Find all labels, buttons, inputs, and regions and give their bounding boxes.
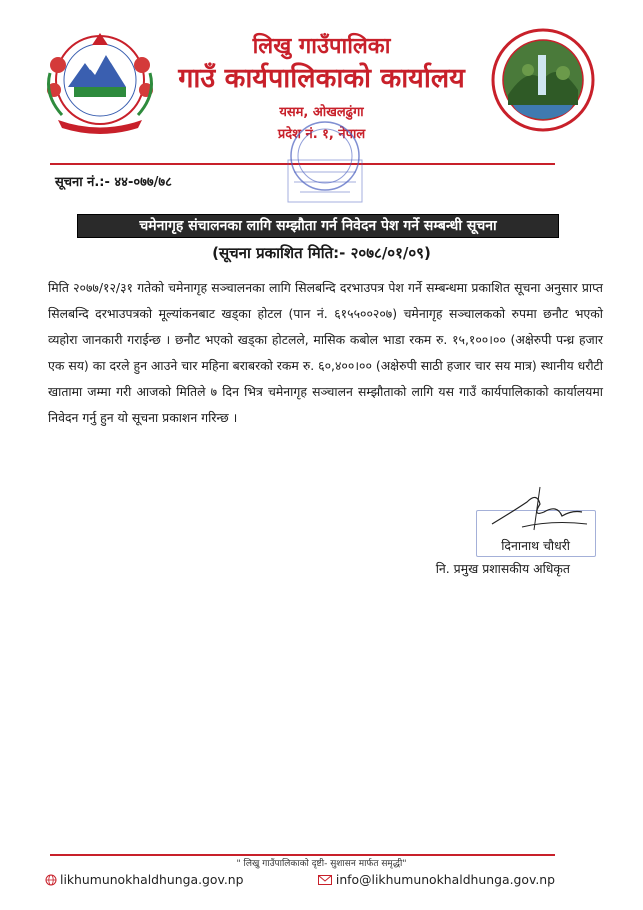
- signatory-title: नि. प्रमुख प्रशासकीय अधिकृत: [435, 561, 570, 576]
- envelope-icon: [318, 875, 332, 885]
- address-line1: यसम, ओखलढुंगा: [279, 105, 364, 120]
- reference-number: सूचना नं.:- ४४-०७७/७८: [55, 175, 172, 190]
- municipality-seal-icon: [488, 25, 598, 135]
- org-name-line1: लिखु गाउँपालिका: [252, 34, 391, 59]
- office-stamp-icon: [270, 118, 380, 213]
- org-name-line2: गाउँ कार्यपालिकाको कार्यालय: [178, 63, 465, 94]
- signatory-name: दिनानाथ चौधरी: [501, 538, 570, 553]
- notice-title: चमेनागृह संचालनका लागि सम्झौता गर्न निवेदन पेश गर्ने सम्बन्धी सूचना: [77, 214, 559, 238]
- globe-icon: [45, 874, 57, 886]
- footer-slogan: " लिखु गाउँपालिकाको दृष्टी- सुशासन मार्फत समृद्धी": [236, 859, 407, 869]
- website-text[interactable]: likhumunokhaldhunga.gov.np: [60, 872, 244, 887]
- email-text[interactable]: info@likhumunokhaldhunga.gov.np: [335, 872, 555, 887]
- footer-website[interactable]: [45, 872, 243, 887]
- footer-email[interactable]: [318, 872, 555, 887]
- address-line2: प्रदेश नं. १, नेपाल: [277, 127, 366, 142]
- signature-icon: [482, 482, 592, 537]
- published-date: (सूचना प्रकाशित मिति:- २०७८/०१/०९): [212, 244, 431, 262]
- notice-body: मिति २०७७/१२/३१ गतेको चमेनागृह सञ्चालनका लागि सिलबन्दि दरभाउपत्र पेश गर्ने सम्बन्धमा प्रकाशित सूचना अनुसार प्राप्त सिलबन्दि दरभाउपत्रको मूल्यांकनबाट खड्का होटल (पान नं. ६१५५००२०७) चमेनागृह सञ्चालकको रुपमा छनौट भएको व्यहोरा जानकारी गराईन्छ । छनौट भएको खड्का होटलले, मासिक कबोल भाडा रकम रु. १५,१००।०० (अक्षेरुपी पन्ध्र हजार एक सय) का दरले हुन आउने चार महिना बराबरको रकम रु. ६०,४००।०० (अक्षेरुपी साठी हजार चार सय मात्र) स्थानीय धरौटी खातामा जम्मा गरी आजको मितिले ७ दिन भित्र चमेनागृह सञ्चालन सम्झौताको लागि यस गाउँ कार्यपालिकाको कार्यालयमा निवेदन गर्नु हुन यो सूचना प्रकाशन गरिन्छ ।: [48, 280, 603, 425]
